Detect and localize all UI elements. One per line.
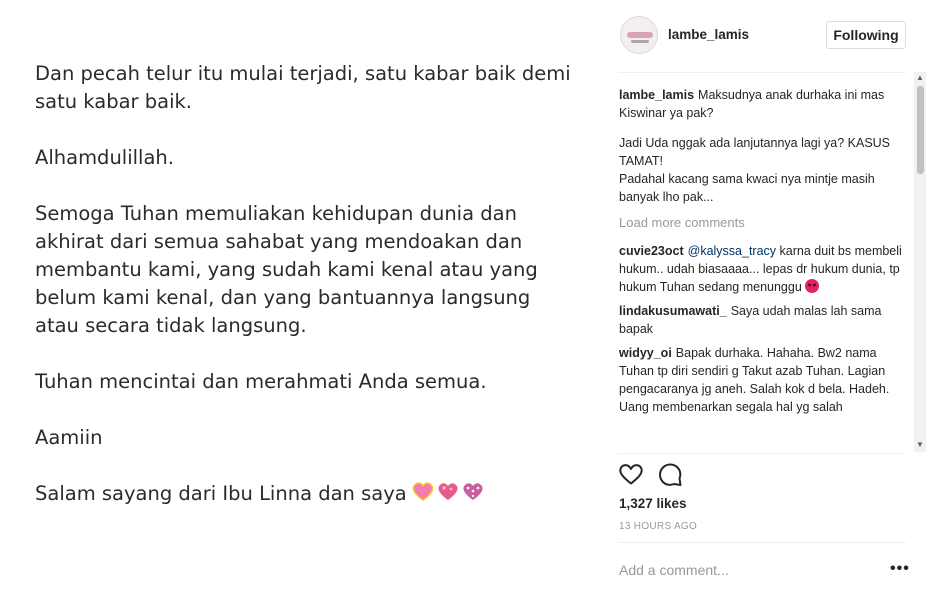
post-closing [35, 480, 575, 510]
caption [619, 86, 909, 206]
caption-text: Maksudnya anak durhaka ini mas Kiswinar ya pak? [619, 88, 885, 120]
post-paragraph: Alhamdulillah. [35, 146, 174, 169]
avatar-logo-mark [627, 32, 653, 38]
heart-emojis [411, 480, 486, 510]
comment-text: Saya udah malas lah sama bapak [619, 304, 882, 336]
post-timestamp: 13 HOURS AGO [619, 521, 698, 532]
avatar-logo-sub [631, 40, 649, 43]
avatar[interactable] [620, 16, 658, 54]
header-divider [618, 72, 906, 73]
comments-list[interactable] [619, 86, 909, 452]
post-paragraph: Dan pecah telur itu mulai terjadi, satu kabar baik demi satu kabar baik. [35, 62, 571, 113]
angry-face-icon [805, 279, 819, 293]
comment-username[interactable]: widyy_oi [619, 346, 672, 360]
comment-icon[interactable] [658, 462, 684, 491]
post-header [618, 14, 908, 58]
heart-icon[interactable] [618, 462, 644, 491]
following-button[interactable]: Following [826, 21, 906, 49]
add-comment-input[interactable] [619, 560, 879, 580]
post-paragraph: Aamiin [35, 426, 103, 449]
list-item [619, 344, 909, 416]
comment-mention[interactable]: @kalyssa_tracy [687, 244, 777, 258]
more-options-icon[interactable]: ••• [890, 560, 910, 577]
load-more-comments-link[interactable]: Load more comments [619, 215, 745, 230]
sparkling-heart-icon [411, 480, 435, 502]
post-paragraph: Semoga Tuhan memuliakan kehidupan dunia dan akhirat dari semua sahabat yang mendoakan dan membantu kami, yang sudah kami kenal atau yang belum kami kenal, dan yang bantuannya langsung atau secara tidak langsung. [35, 202, 538, 337]
actions-divider [618, 453, 906, 454]
scroll-down-arrow-icon[interactable]: ▼ [916, 440, 924, 449]
heart-decoration-icon [436, 480, 460, 502]
list-item [619, 242, 909, 296]
heart-pattern-icon [461, 480, 485, 502]
post-text [35, 60, 575, 510]
scroll-up-arrow-icon[interactable]: ▲ [916, 73, 924, 82]
post-actions [618, 462, 718, 490]
header-username[interactable]: lambe_lamis [668, 27, 750, 42]
comment-box-divider [618, 542, 906, 543]
caption-text: Padahal kacang sama kwaci nya mintje masih banyak lho pak... [619, 172, 875, 204]
post-paragraph: Tuhan mencintai dan merahmati Anda semua. [35, 370, 487, 393]
caption-text: Jadi Uda nggak ada lanjutannya lagi ya? KASUS TAMAT! [619, 136, 891, 168]
list-item [619, 302, 909, 338]
comment-username[interactable]: lindakusumawati_ [619, 304, 727, 318]
post-paragraph: Salam sayang dari Ibu Linna dan saya [35, 482, 407, 505]
scrollbar-thumb[interactable] [917, 86, 924, 174]
comment-username[interactable]: cuvie23oct [619, 244, 684, 258]
comment-text: Bapak durhaka. Hahaha. Bw2 nama Tuhan tp diri sendiri g Takut azab Tuhan. Lagian pengacaranya jg aneh. Salah kok d bela. Hadeh. Uang membenarkan segala hal yg salah [619, 346, 890, 414]
caption-username[interactable]: lambe_lamis [619, 88, 695, 102]
comment-text: karna duit bs membeli hukum.. udah biasaaaa... lepas dr hukum dunia, tp hukum Tuhan sedang menunggu [619, 244, 902, 294]
likes-count[interactable]: 1,327 likes [619, 496, 687, 511]
